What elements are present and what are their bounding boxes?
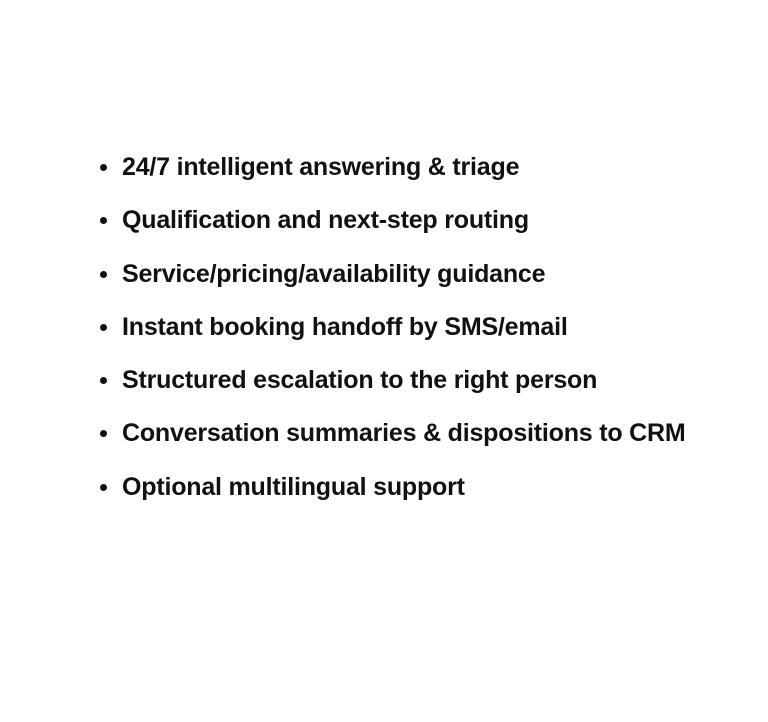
bullet-icon: [100, 271, 107, 278]
list-item: [100, 414, 686, 467]
list-item: [100, 361, 686, 414]
list-item: [100, 201, 686, 254]
feature-text: Qualification and next-step routing: [122, 206, 529, 235]
list-item: [100, 255, 686, 308]
list-item: [100, 148, 686, 201]
feature-text: Optional multilingual support: [122, 472, 465, 501]
feature-text: Structured escalation to the right person: [122, 366, 598, 395]
feature-list: [100, 148, 686, 521]
list-item: [100, 308, 686, 361]
bullet-icon: [100, 217, 107, 224]
feature-text: Service/pricing/availability guidance: [122, 259, 546, 288]
bullet-icon: [100, 430, 107, 437]
bullet-icon: [100, 484, 107, 491]
feature-text: 24/7 intelligent answering & triage: [122, 153, 520, 181]
bullet-icon: [100, 324, 107, 331]
feature-text: Conversation summaries & dispositions to CRM: [122, 419, 686, 448]
list-item: [100, 468, 686, 521]
bullet-icon: [100, 164, 107, 171]
feature-text: Instant booking handoff by SMS/email: [122, 312, 568, 341]
bullet-icon: [100, 377, 107, 384]
